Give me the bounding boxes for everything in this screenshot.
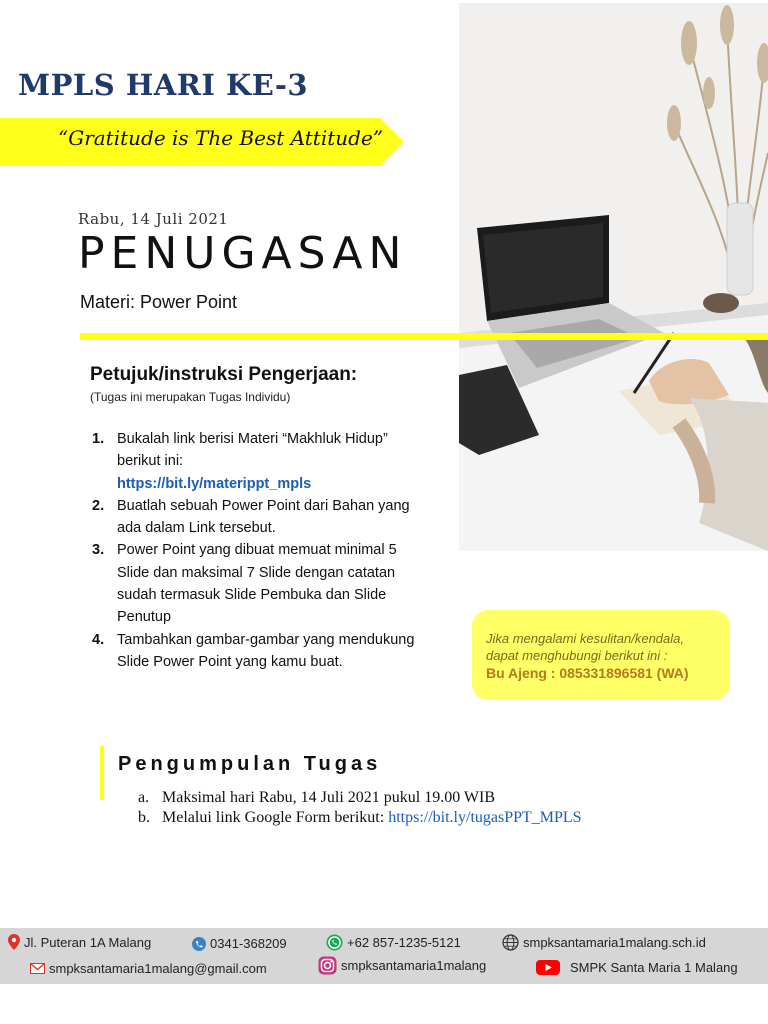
footer-website: [502, 934, 706, 951]
whatsapp-icon: [326, 934, 343, 951]
step-text: Buatlah sebuah Power Point dari Bahan yang ada dalam Link tersebut.: [117, 497, 410, 537]
main-heading: PENUGASAN: [78, 228, 408, 279]
footer-phone: [192, 936, 287, 951]
map-pin-icon: [8, 934, 20, 950]
globe-icon: [502, 934, 519, 951]
phone-icon: [192, 937, 206, 951]
submission-item: [138, 788, 582, 808]
contact-line-1: Jika mengalami kesulitan/kendala,: [486, 631, 684, 646]
footer-address: [8, 934, 151, 950]
website-text: smpksantamaria1malang.sch.id: [523, 935, 706, 950]
step-number: 1.: [92, 431, 105, 447]
item-letter: b.: [138, 809, 150, 826]
youtube-icon: [536, 960, 560, 975]
instructions-heading: Petujuk/instruksi Pengerjaan:: [90, 364, 358, 385]
instruction-step: [88, 428, 423, 495]
submission-accent-bar: [100, 746, 104, 800]
email-text: smpksantamaria1malang@gmail.com: [49, 961, 267, 976]
materi-label: Materi: Power Point: [80, 292, 238, 312]
page-title: MPLS HARI KE-3: [18, 68, 309, 102]
item-letter: a.: [138, 789, 150, 806]
instruction-steps: [88, 428, 423, 673]
instruction-step: [88, 629, 423, 674]
instruction-step: [88, 539, 423, 628]
quote-text: “Gratitude is The Best Attitude”: [58, 126, 383, 150]
phone-text: 0341-368209: [210, 936, 287, 951]
footer-whatsapp: [326, 934, 461, 951]
step-text: Tambahkan gambar-gambar yang mendukung Slide Power Point yang kamu buat.: [117, 631, 415, 670]
address-text: Jl. Puteran 1A Malang: [24, 934, 152, 950]
step-number: 3.: [92, 542, 105, 559]
materi-link[interactable]: https://bit.ly/materippt_mpls: [117, 475, 312, 492]
submission-heading: Pengumpulan Tugas: [118, 753, 382, 775]
instagram-icon: [318, 956, 337, 975]
whatsapp-text: +62 857-1235-5121: [347, 935, 461, 950]
accent-divider: [80, 333, 768, 340]
footer-email: [30, 961, 267, 976]
youtube-text: SMPK Santa Maria 1 Malang: [570, 960, 738, 975]
quote-banner-arrow: [380, 118, 404, 166]
step-number: 2.: [92, 497, 105, 514]
step-text: Bukalah link berisi Materi “Makhluk Hidup” berikut ini:: [117, 431, 388, 470]
item-text: Melalui link Google Form berikut:: [162, 809, 389, 826]
instruction-step: [88, 495, 423, 540]
instagram-text: smpksantamaria1malang: [341, 958, 487, 973]
desk-photo: [459, 3, 768, 551]
contact-phone: Bu Ajeng : 085331896581 (WA): [486, 665, 689, 681]
submission-item: [138, 808, 582, 828]
google-form-link[interactable]: https://bit.ly/tugasPPT_MPLS: [388, 809, 582, 826]
mail-icon: [30, 963, 45, 974]
step-number: 4.: [92, 631, 105, 648]
date-label: Rabu, 14 Juli 2021: [78, 210, 229, 228]
step-text: Power Point yang dibuat memuat minimal 5 Slide dan maksimal 7 Slide dengan catatan sudah termasuk Slide Pembuka dan Slide Penutup: [117, 542, 397, 626]
contact-line-2: dapat menghubungi berikut ini :: [486, 648, 668, 663]
footer-instagram: [318, 956, 486, 975]
footer-youtube: [536, 960, 738, 975]
item-text: Maksimal hari Rabu, 14 Juli 2021 pukul 19.00 WIB: [162, 789, 496, 806]
instructions-note: (Tugas ini merupakan Tugas Individu): [90, 390, 291, 404]
submission-list: [138, 788, 582, 828]
